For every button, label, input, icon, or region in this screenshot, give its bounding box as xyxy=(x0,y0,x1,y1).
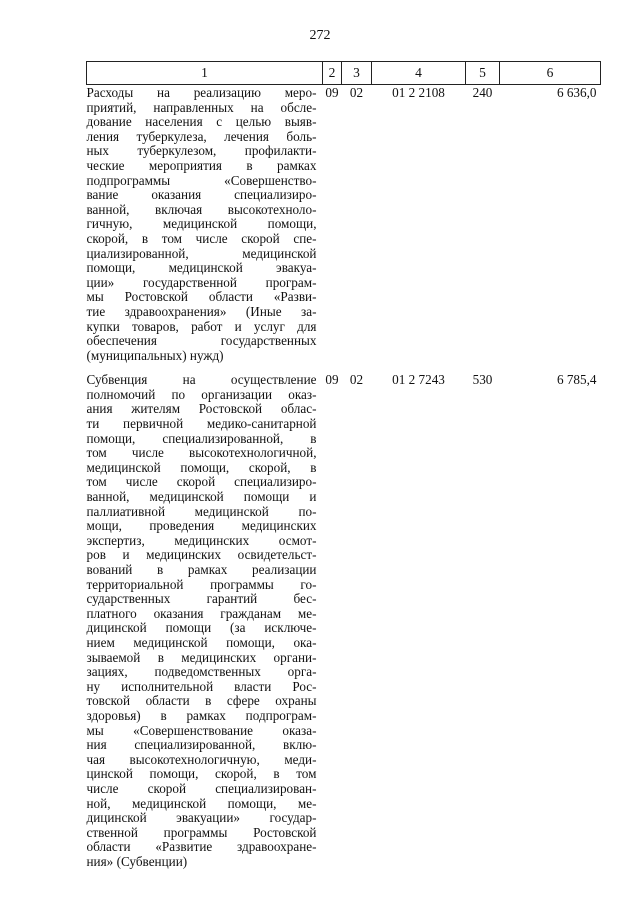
description-line: подпрограммы «Совершенство- xyxy=(86,172,317,188)
description-line: области «Развитие здравоохране- xyxy=(86,839,317,855)
row-target-article: 01 2 7243 xyxy=(392,372,445,388)
description-line: товской области в сфере охраны xyxy=(86,693,317,709)
description-line: Субвенция на осуществление xyxy=(86,372,317,388)
description-line: ления туберкулеза, лечения боль- xyxy=(86,128,317,144)
description-line: ванной, включая высокотехноло- xyxy=(86,201,317,217)
description-line: ров и медицинских освидетельст- xyxy=(86,547,317,563)
description-line: скорой, в том числе скорой спе- xyxy=(86,230,317,246)
row-amount: 6 636,0 xyxy=(556,85,597,100)
description-line: мощи, проведения медицинских xyxy=(86,518,317,534)
description-line: территориальной программы го- xyxy=(86,576,317,592)
description-line: (муниципальных) нужд) xyxy=(86,347,224,363)
description-line: ной, медицинской помощи, ме- xyxy=(86,795,317,811)
description-line: тие здравоохранения» (Иные за- xyxy=(86,303,317,319)
description-line: помощи, медицинской эвакуа- xyxy=(86,260,317,276)
description-line: ции» государственной програм- xyxy=(86,274,317,290)
row-description xyxy=(87,363,323,869)
header-col-3: 3 xyxy=(342,62,372,85)
row-expense-type: 530 xyxy=(472,372,493,388)
description-line: вание оказания специализиро- xyxy=(86,187,317,203)
description-line: ния специализированной, вклю- xyxy=(86,737,317,753)
description-line: вований в рамках реализации xyxy=(86,562,317,577)
description-line: Расходы на реализацию меро- xyxy=(86,85,317,100)
description-line: дицинской эвакуации» государ- xyxy=(86,810,317,826)
row-section-code: 09 xyxy=(325,85,339,100)
description-line: чая высокотехнологичную, меди- xyxy=(86,751,317,767)
description-line: экспертиз, медицинских осмот- xyxy=(86,532,317,548)
description-line: помощи, специализированной, в xyxy=(86,430,317,446)
description-line: ну исполнительной власти Рос- xyxy=(86,678,317,694)
description-line: мы «Совершенствование оказа- xyxy=(86,722,317,738)
description-line: обеспечения государственных xyxy=(86,333,317,349)
header-col-1: 1 xyxy=(87,62,323,85)
row-section-code: 09 xyxy=(325,372,339,388)
row-expense-type: 240 xyxy=(472,85,493,100)
description-line: нием медицинской помощи, ока- xyxy=(86,634,317,650)
description-line: дицинской помощи (за исключе- xyxy=(86,620,317,636)
description-line: дование населения с целью выяв- xyxy=(86,114,317,130)
page-number: 272 xyxy=(309,28,331,43)
description-line: том числе скорой специализиро- xyxy=(86,474,317,490)
row-target-article: 01 2 2108 xyxy=(392,85,445,100)
description-line: здоровья) в рамках подпрограм- xyxy=(86,707,317,723)
description-line: приятий, направленных на обсле- xyxy=(86,99,317,115)
table-header-row xyxy=(87,62,601,85)
description-line: мы Ростовской области «Разви- xyxy=(86,289,317,305)
description-line: ти первичной медико-санитарной xyxy=(86,416,317,432)
header-col-2: 2 xyxy=(323,62,342,85)
description-line: зываемой в медицинских органи- xyxy=(86,649,317,665)
description-line: ственной программы Ростовской xyxy=(86,824,317,840)
row-subsection-code: 02 xyxy=(349,372,364,388)
description-line: ческие мероприятия в рамках xyxy=(86,157,317,173)
row-amount: 6 785,4 xyxy=(556,372,597,388)
header-col-6: 6 xyxy=(500,62,601,85)
description-line: ния» (Субвенции) xyxy=(86,853,188,869)
budget-table xyxy=(86,61,601,869)
table-row xyxy=(87,363,601,869)
description-line: ных туберкулезом, профилакти- xyxy=(86,143,317,159)
description-line: том числе высокотехнологичной, xyxy=(86,445,317,461)
description-line: платного оказания гражданам ме- xyxy=(86,605,317,621)
row-description xyxy=(87,85,323,364)
description-line: числе скорой специализирован- xyxy=(86,780,317,796)
description-line: купки товаров, работ и услуг для xyxy=(86,318,317,334)
description-line: ванной, медицинской помощи и xyxy=(86,489,317,505)
description-line: полномочий по организации оказ- xyxy=(86,386,317,402)
description-line: паллиативной медицинской по- xyxy=(86,503,317,519)
header-col-5: 5 xyxy=(466,62,500,85)
row-subsection-code: 02 xyxy=(349,85,364,100)
description-line: ания жителям Ростовской облас- xyxy=(86,401,317,417)
description-line: цинской помощи, скорой, в том xyxy=(86,766,317,782)
description-line: медицинской помощи, скорой, в xyxy=(86,459,317,475)
description-line: сударственных гарантий бес- xyxy=(86,591,317,607)
table-row xyxy=(87,85,601,364)
header-col-4: 4 xyxy=(372,62,466,85)
description-line: гичную, медицинской помощи, xyxy=(86,216,317,232)
description-line: циализированной, медицинской xyxy=(86,245,317,261)
description-line: зациях, подведомственных орга- xyxy=(86,664,317,680)
